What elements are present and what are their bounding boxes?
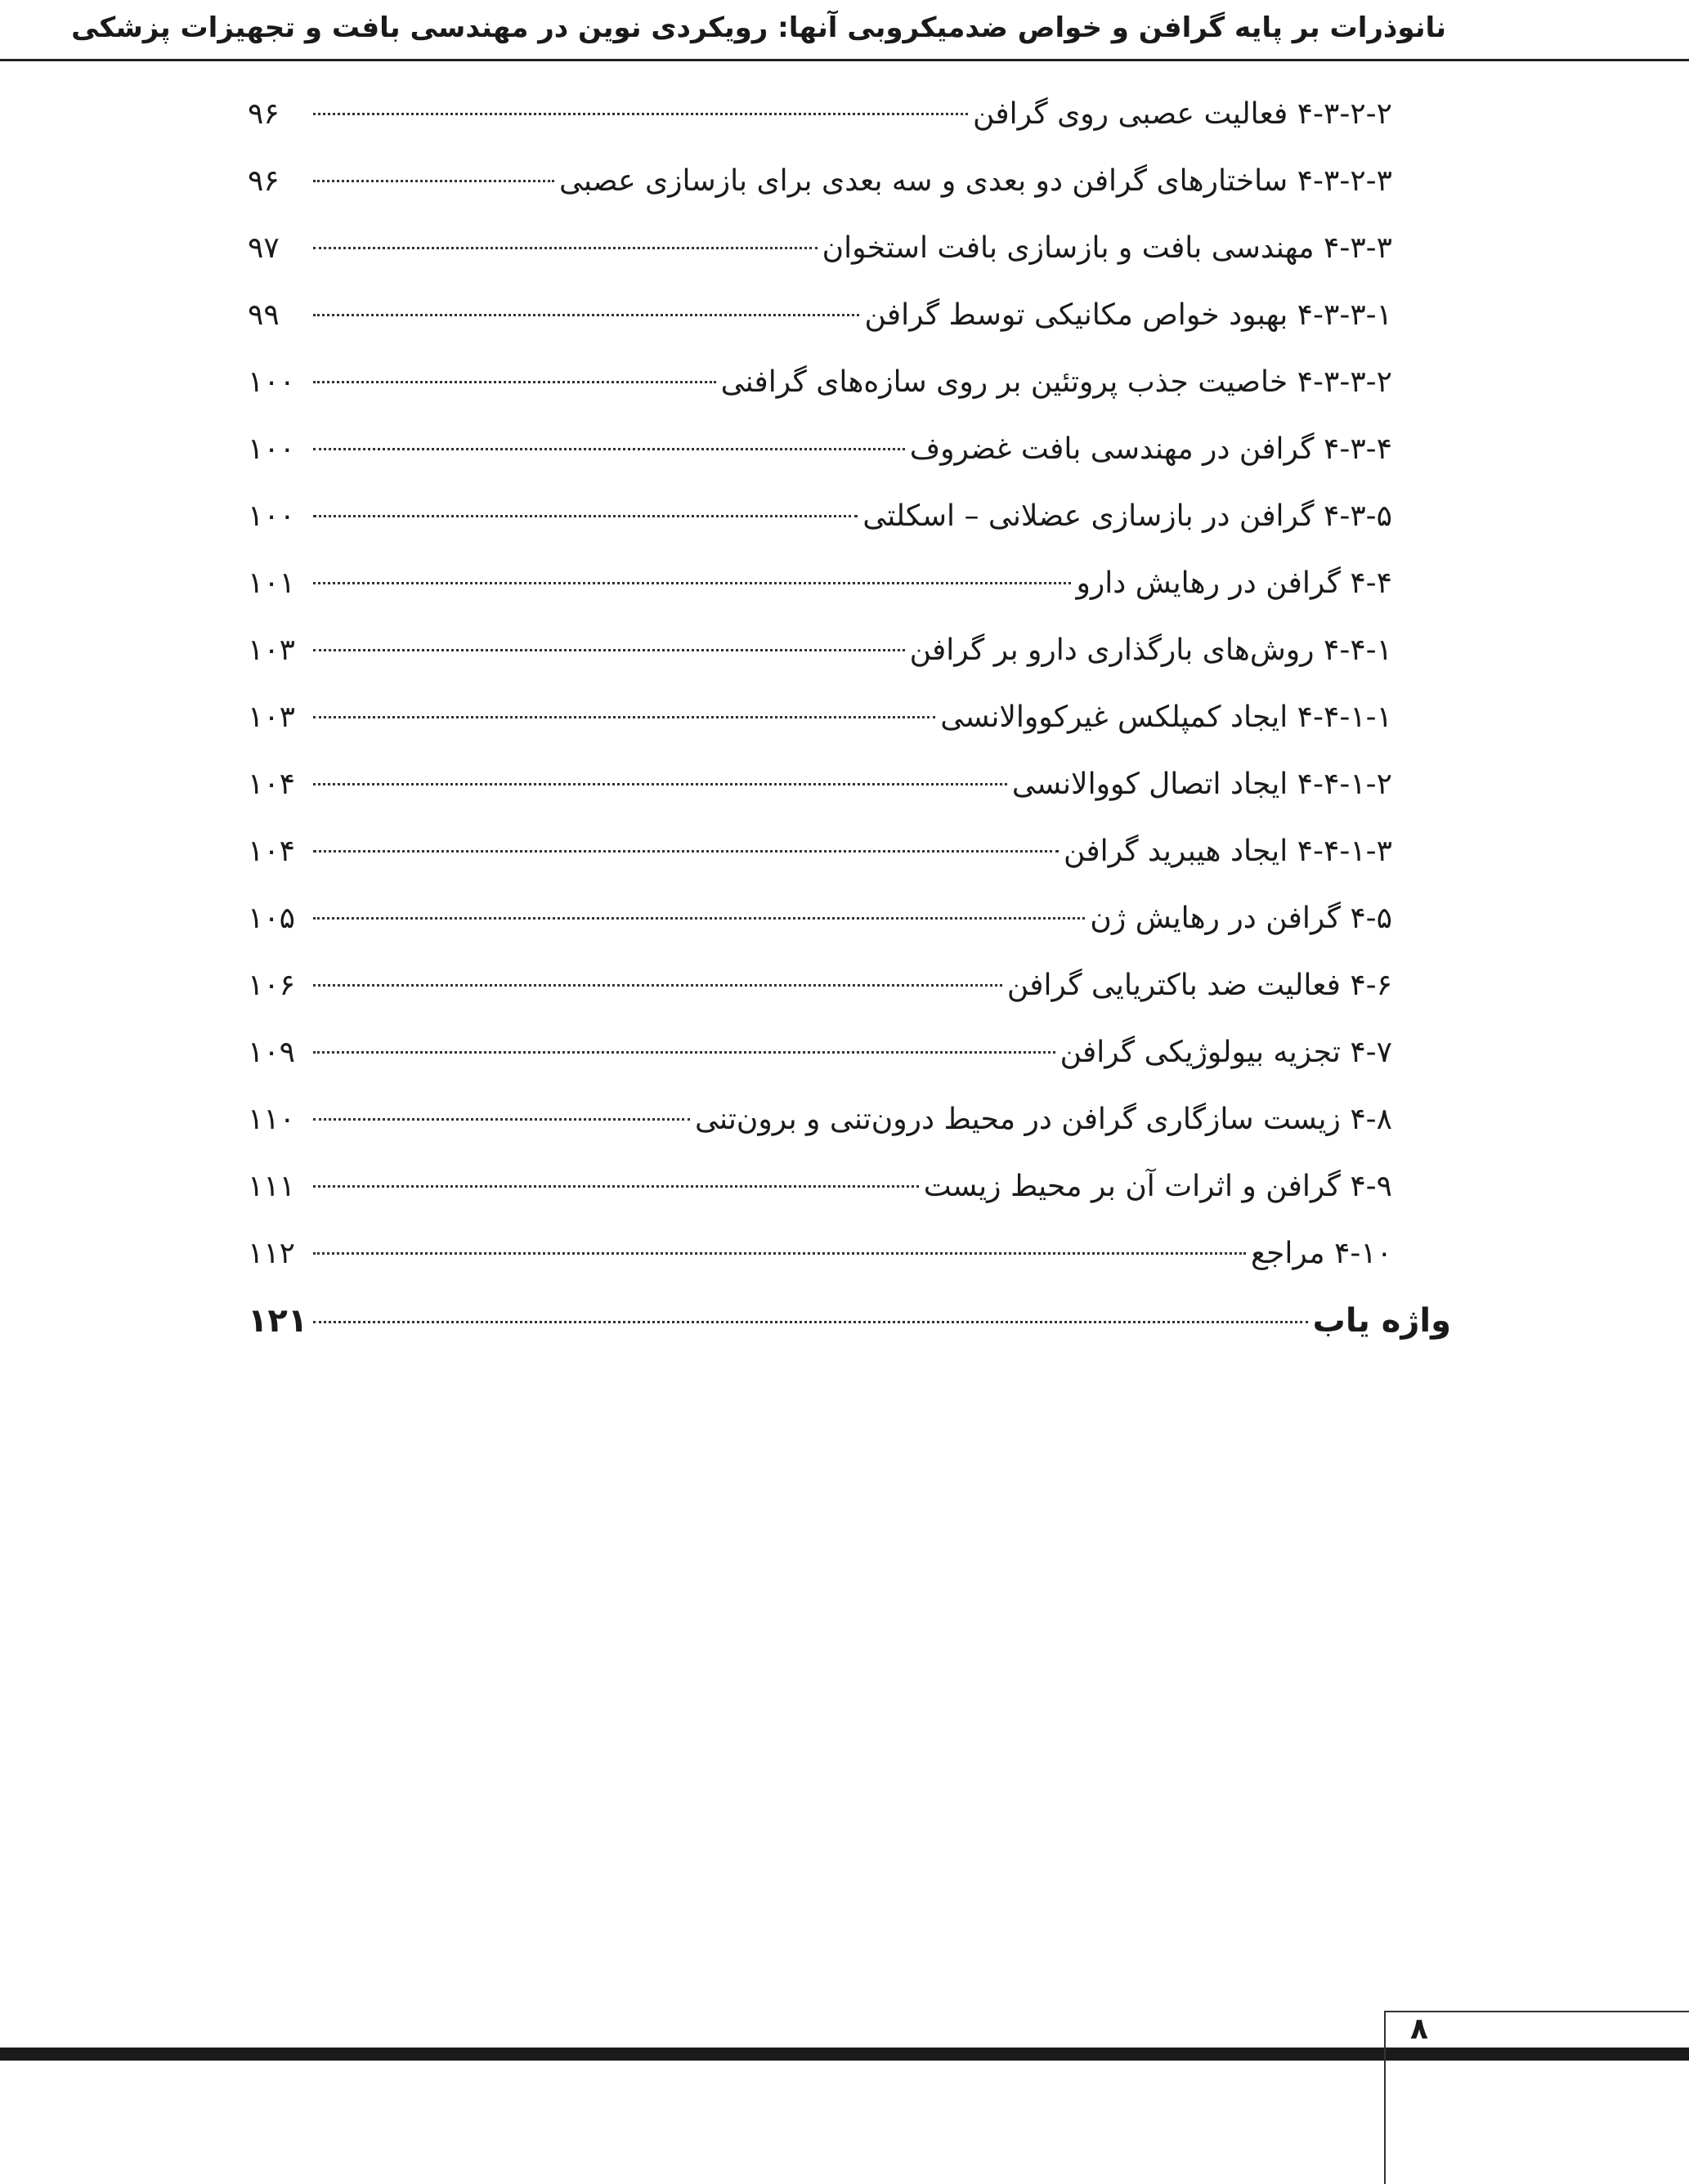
dot-leader [313, 649, 905, 651]
toc-entry[interactable] [248, 629, 1392, 696]
toc-entry[interactable] [248, 361, 1392, 428]
toc-entry-page: ۱۰۴ [248, 835, 296, 868]
toc-entry[interactable] [248, 830, 1392, 897]
toc-entry-page: ۱۰۹ [248, 1036, 296, 1069]
toc-entry-title: روش‌های بارگذاری دارو بر گرافن [909, 633, 1315, 667]
toc-entry-page: ۹۶ [248, 164, 280, 198]
dot-leader [313, 984, 1002, 987]
toc-entry-page: ۱۰۴ [248, 768, 296, 801]
dot-leader [313, 1321, 1308, 1323]
toc-entry-index[interactable] [248, 1300, 1451, 1367]
toc-entry-title: تجزیه بیولوژیکی گرافن [1060, 1036, 1341, 1069]
dot-leader [313, 582, 1071, 584]
toc-entry-title: ایجاد اتصال کووالانسی [1011, 768, 1288, 801]
dot-leader [313, 850, 1059, 853]
page-number: ۸ [1410, 2012, 1428, 2046]
toc-entry-title: فعالیت عصبی روی گرافن [973, 97, 1288, 131]
toc-entry-number: ۴-۳-۲-۳ [1297, 164, 1392, 198]
toc-entry-title: بهبود خواص مکانیکی توسط گرافن [864, 298, 1288, 332]
book-title: نانوذرات بر پایه گرافن و خواص ضدمیکروبی آنها: رویکردی نوین در مهندسی بافت و تجهیزات پزشکی [71, 11, 1446, 44]
toc-entry-title: گرافن در رهایش ژن [1090, 902, 1341, 935]
toc-entry-title: خاصیت جذب پروتئین بر روی سازه‌های گرافنی [720, 365, 1288, 399]
toc-entry-title: گرافن در مهندسی بافت غضروف [909, 432, 1315, 466]
toc-entry-title: گرافن در بازسازی عضلانی – اسکلتی [862, 499, 1315, 533]
toc-entry-page: ۱۱۰ [248, 1103, 296, 1136]
toc-entry-page: ۱۱۱ [248, 1170, 296, 1203]
toc-entry-number: ۴-۳-۵ [1324, 499, 1392, 533]
toc-entry-page: ۱۰۶ [248, 969, 296, 1002]
toc-entry-title: گرافن و اثرات آن بر محیط زیست [923, 1170, 1341, 1203]
toc-entry-page: ۹۶ [248, 97, 280, 131]
dot-leader [313, 515, 858, 517]
toc-entry-number: ۴-۳-۳-۲ [1297, 365, 1392, 399]
dot-leader [313, 1051, 1055, 1054]
toc-entry-page: ۱۰۳ [248, 633, 296, 667]
toc-entry[interactable] [248, 1166, 1392, 1233]
toc-entry-number: ۴-۴-۱-۲ [1297, 768, 1392, 801]
toc-entry[interactable] [248, 495, 1392, 562]
toc-entry-title: ایجاد هیبرید گرافن [1063, 835, 1288, 868]
toc-entry-page: ۱۰۰ [248, 432, 296, 466]
toc-entry[interactable] [248, 227, 1392, 294]
toc-entry[interactable] [248, 1233, 1392, 1300]
toc-entry-number: ۴-۳-۳ [1324, 231, 1392, 265]
toc-entry-number: ۴-۴-۱ [1324, 633, 1392, 667]
toc-entry[interactable] [248, 1032, 1392, 1099]
dot-leader [313, 180, 554, 182]
dot-leader [313, 247, 818, 249]
dot-leader [313, 917, 1085, 920]
toc-entry[interactable] [248, 696, 1392, 763]
toc-entry-number: ۴-۵ [1350, 902, 1392, 935]
toc-entry-number: ۴-۳-۳-۱ [1297, 298, 1392, 332]
toc-entry-number: ۴-۴ [1350, 566, 1392, 600]
toc-entry-page: ۹۹ [248, 298, 280, 332]
toc-entry-number: ۴-۹ [1350, 1170, 1392, 1203]
dot-leader [313, 1252, 1246, 1255]
toc-entry-number: ۴-۴-۱-۳ [1297, 835, 1392, 868]
toc-entry[interactable] [248, 897, 1392, 964]
toc-entry-title: گرافن در رهایش دارو [1076, 566, 1341, 600]
toc-entry-title: واژه یاب [1312, 1302, 1451, 1340]
toc-entry-page: ۱۰۰ [248, 499, 296, 533]
running-header [0, 0, 1689, 61]
toc-entry[interactable] [248, 93, 1392, 160]
toc-entry[interactable] [248, 160, 1392, 227]
toc-entry[interactable] [248, 1099, 1392, 1166]
toc-entry-page: ۱۱۲ [248, 1237, 296, 1270]
toc-entry-page: ۱۲۱ [248, 1302, 308, 1340]
toc-entry-number: ۴-۳-۲-۲ [1297, 97, 1392, 131]
dot-leader [313, 1185, 919, 1188]
toc-entry[interactable] [248, 763, 1392, 830]
toc-entry[interactable] [248, 964, 1392, 1032]
dot-leader [313, 381, 716, 383]
toc-entry-title: فعالیت ضد باکتریایی گرافن [1006, 969, 1341, 1002]
toc-entry-title: ایجاد کمپلکس غیرکووالانسی [940, 700, 1288, 734]
toc-entry-number: ۴-۴-۱-۱ [1297, 700, 1392, 734]
toc-entry[interactable] [248, 428, 1392, 495]
toc-entry-number: ۴-۸ [1350, 1103, 1392, 1136]
dot-leader [313, 314, 859, 316]
toc-entry-page: ۱۰۱ [248, 566, 296, 600]
footer-page-box [1384, 2011, 1689, 2184]
toc-entry-page: ۱۰۵ [248, 902, 296, 935]
toc-entry[interactable] [248, 562, 1392, 629]
dot-leader [313, 113, 968, 115]
toc-entry-title: زیست سازگاری گرافن در محیط درون‌تنی و برون‌تنی [695, 1103, 1341, 1136]
toc-entry-page: ۱۰۳ [248, 700, 296, 734]
dot-leader [313, 716, 935, 718]
toc-entry-title: مراجع [1250, 1237, 1325, 1270]
toc-entry-title: مهندسی بافت و بازسازی بافت استخوان [822, 231, 1315, 265]
toc-entry-number: ۴-۳-۴ [1324, 432, 1392, 466]
dot-leader [313, 783, 1007, 785]
dot-leader [313, 448, 905, 450]
toc-entry-page: ۹۷ [248, 231, 280, 265]
toc-entry-title: ساختارهای گرافن دو بعدی و سه بعدی برای بازسازی عصبی [558, 164, 1288, 198]
table-of-contents [248, 93, 1451, 1367]
toc-entry-number: ۴-۷ [1350, 1036, 1392, 1069]
toc-entry[interactable] [248, 294, 1392, 361]
toc-entry-number: ۴-۱۰ [1334, 1237, 1392, 1270]
toc-entry-page: ۱۰۰ [248, 365, 296, 399]
dot-leader [313, 1118, 690, 1121]
toc-entry-number: ۴-۶ [1350, 969, 1392, 1002]
